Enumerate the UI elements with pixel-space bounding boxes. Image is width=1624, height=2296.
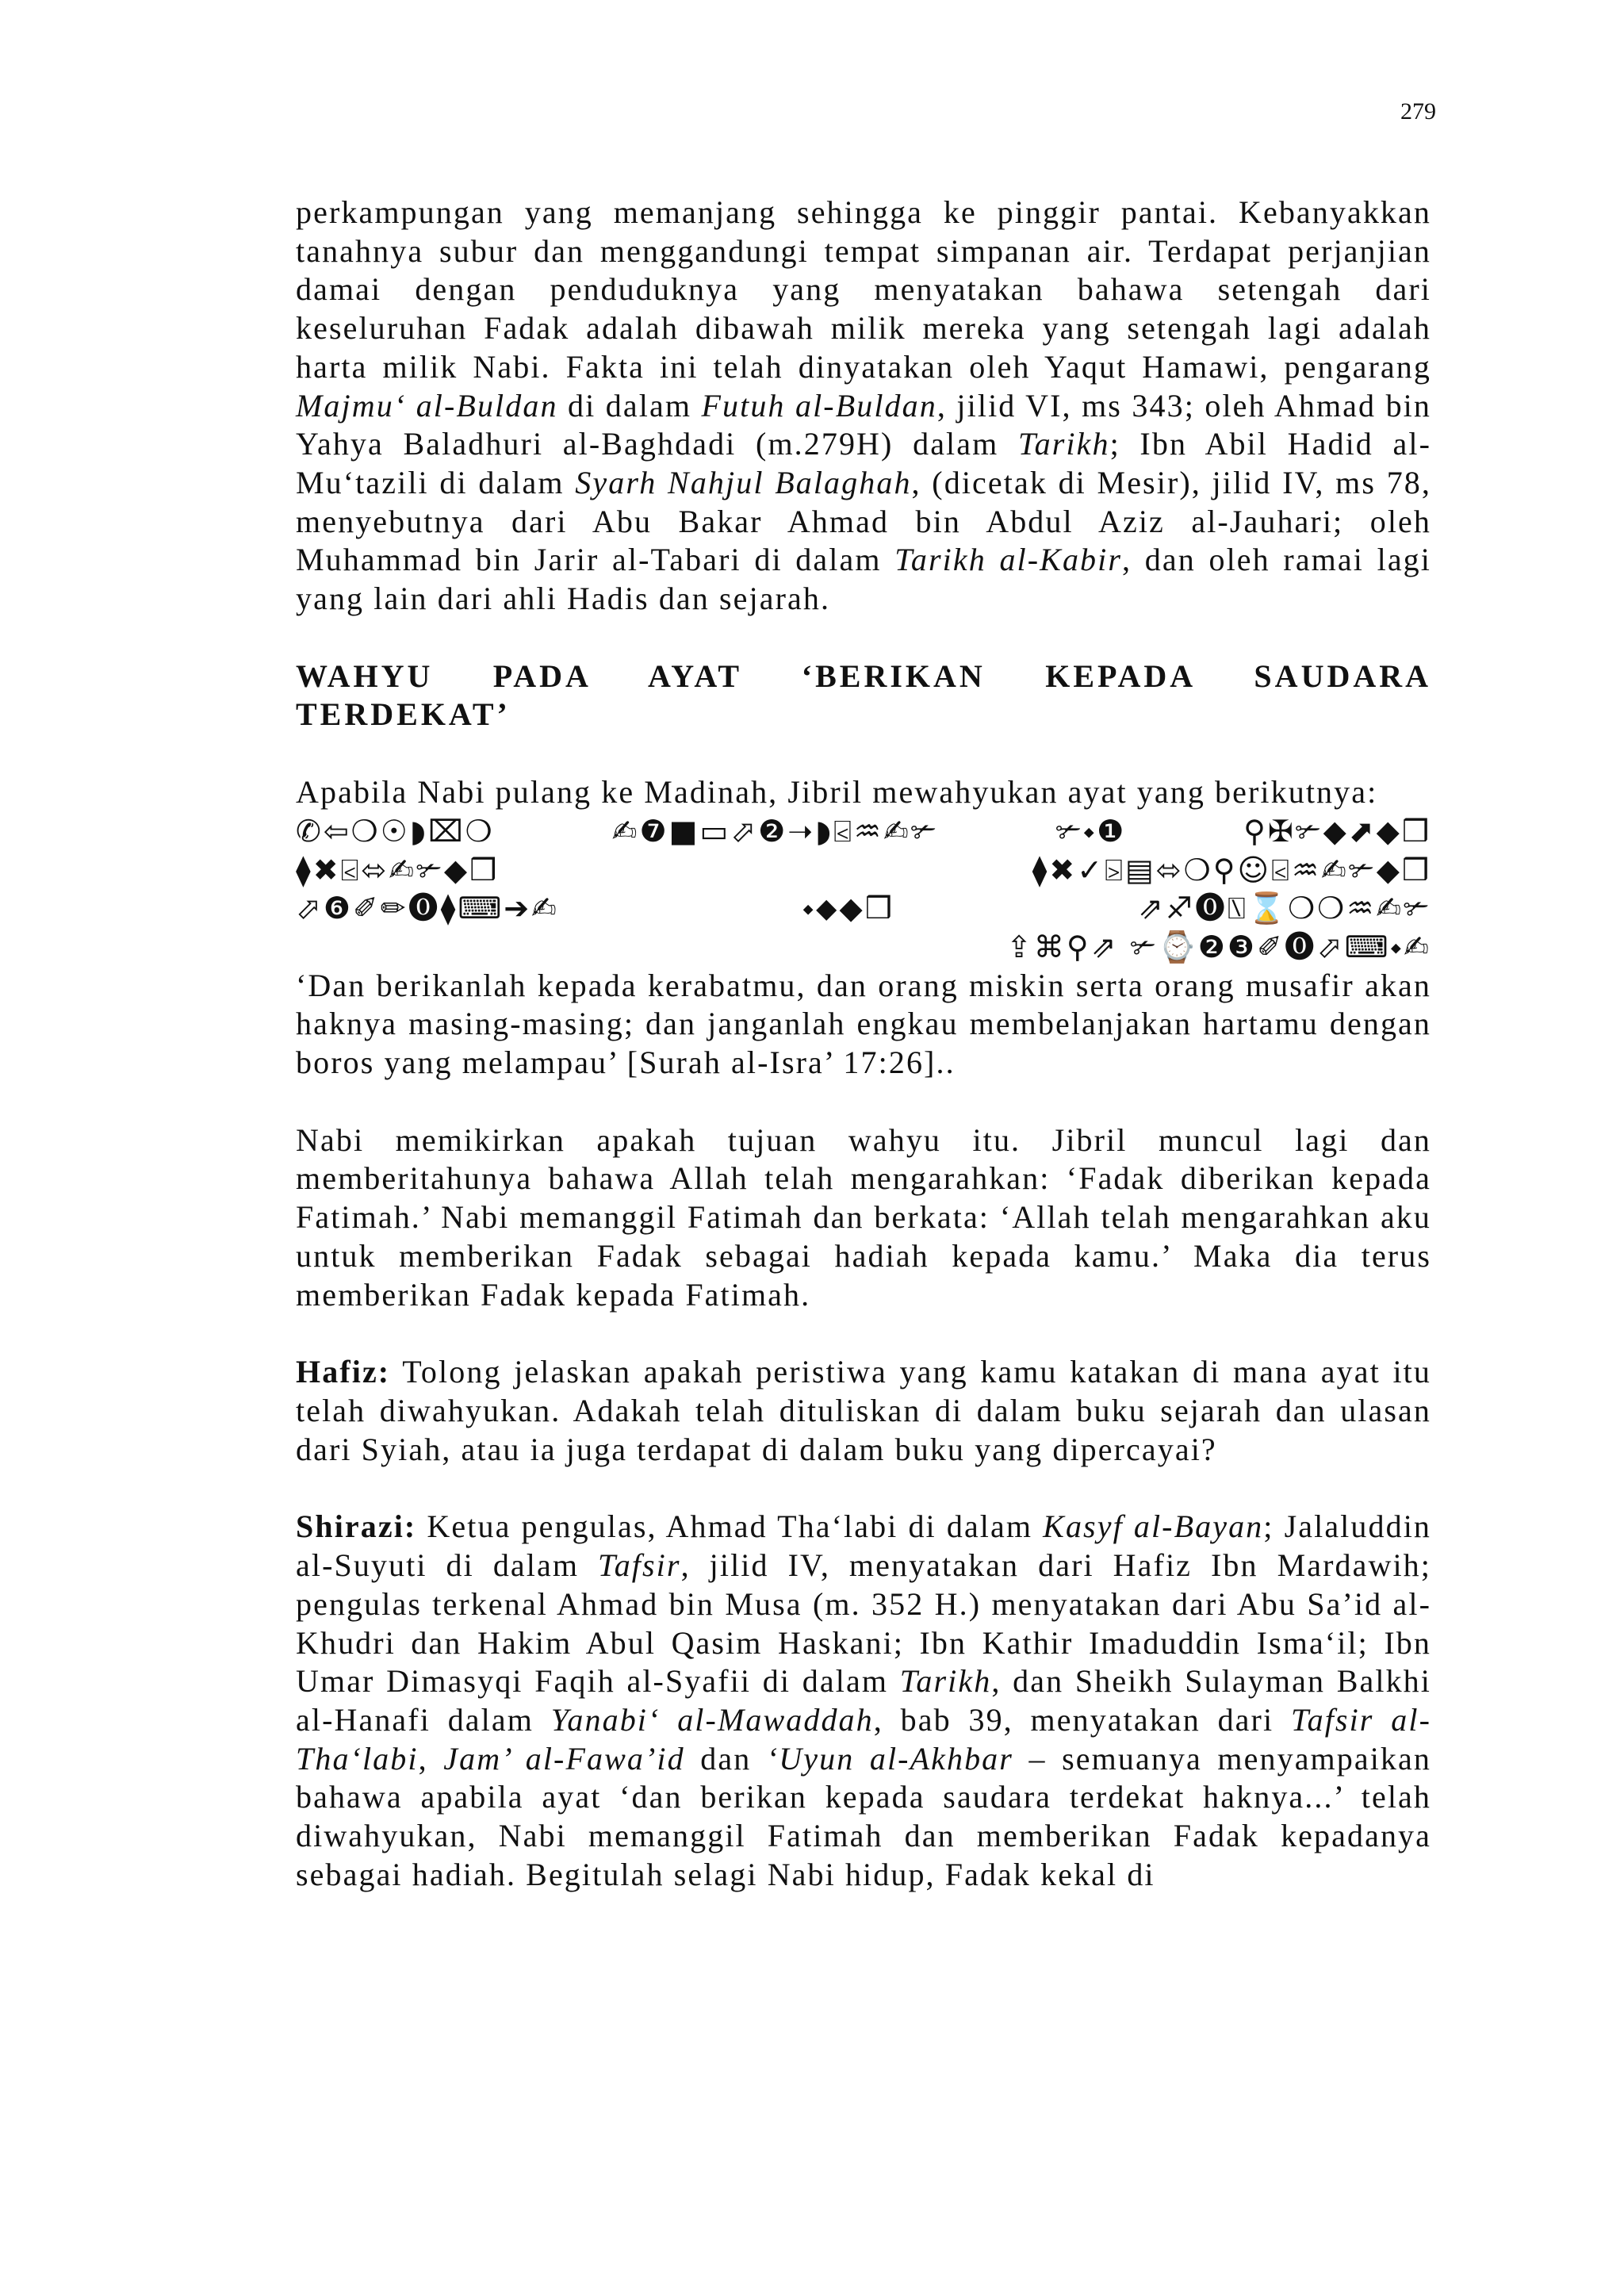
book-title: Tarikh [1017, 426, 1110, 462]
section-heading-line-1: WAHYU PADA AYAT ‘BERIKAN KEPADA SAUDARA [296, 657, 1431, 694]
text-run: ; Jalaluddin al-Suyuti di dalam [296, 1508, 1432, 1584]
book-title: Tarikh al-Kabir [894, 542, 1123, 578]
verse-translation: ‘Dan berikanlah kepada kerabatmu, dan orang miskin serta orang musafir akan haknya masing-masing; dan janganlah engkau membelanjakan hartamu dengan boros yang melampau’ [Surah al-Isra’ 17:26].. [296, 967, 1431, 1081]
text-run: , jilid VI, ms 343; oleh Ahmad bin Yahya Baladhuri al-Baghdadi (m.279H) dalam [296, 387, 1431, 462]
book-title: Jam’ al-Fawa’id [443, 1740, 685, 1777]
section-heading-line-2: TERDEKAT’ [296, 696, 511, 733]
book-title: Kasyf al-Bayan [1043, 1508, 1264, 1545]
glyph-word: ⬀❻✐✏⓿⧫⌨➔✍ [296, 891, 559, 926]
arabic-verse-glyphs [296, 812, 1431, 967]
glyph-row [296, 812, 1431, 851]
text-run: ; Ibn Abil Hadid al-Mu‘tazili di dalam [296, 426, 1431, 500]
text-run: di dalam [557, 387, 702, 424]
speaker-label: Hafiz: [296, 1354, 391, 1390]
dialogue-text: Tolong jelaskan apakah peristiwa yang kamu katakan di mana ayat itu telah diwahyukan. Adakah telah dituliskan di dalam buku sejarah dan ulasan dari Syiah, atau ia juga terdapat di dalam buku yang dipercayai? [296, 1354, 1431, 1467]
glyph-row [296, 851, 1431, 890]
book-title: Yanabi‘ al-Mawaddah [550, 1701, 874, 1738]
text-run: , [418, 1740, 444, 1777]
text-run: , dan Sheikh Sulayman Balkhi al-Hanafi dalam [296, 1663, 1431, 1738]
text-run: Ketua pengulas, Ahmad Tha‘labi di dalam [416, 1508, 1044, 1545]
glyph-word: ⇗♐⓿⍂⌛❍❍♒✍✃ [1138, 891, 1431, 926]
dialogue-shirazi [296, 1508, 1431, 1894]
section-heading [296, 657, 1431, 734]
glyph-word: ✆⇦❍☉◗⌧❍ [296, 813, 495, 849]
glyph-row [296, 889, 1431, 928]
book-title: Tarikh [899, 1663, 992, 1700]
book-title: Tafsir al-Tha‘labi [296, 1701, 1431, 1777]
book-title: Majmu‘ al-Buldan [296, 387, 558, 424]
book-title: Syarh Nahjul Balaghah [575, 464, 912, 500]
book-title: Tafsir [598, 1547, 681, 1584]
page-number: 279 [1400, 98, 1436, 125]
glyph-word: ⧫✖⍃⬄✍✃◆❒ [296, 852, 500, 887]
text-run: , bab 39, menyatakan dari [873, 1701, 1291, 1738]
paragraph-fadak-description [296, 194, 1431, 619]
text-run: , jilid IV, menyatakan dari Hafiz Ibn Mardawih; pengulas terkenal Ahmad bin Musa (m. 352 H.) menyatakan dari Abu Sa’id al-Khudri dan Hakim Abul Qasim Haskani; Ibn Kathir Imaduddin Isma‘il; Ibn Umar Dimasyqi Faqih al-Syafii di dalam [296, 1547, 1431, 1700]
text-run: , (dicetak di Mesir), jilid IV, ms 78, menyebutnya dari Abu Bakar Ahmad bin Abdul Aziz al-Jauhari; oleh Muhammad bin Jarir al-Tabari di dalam [296, 464, 1431, 578]
page-content [296, 194, 1431, 1894]
text-run: – semuanya menyampaikan bahawa apabila ayat ‘dan berikan kepada saudara terdekat haknya...’ telah diwahyukan, Nabi memanggil Fatimah dan memberikan Fadak kepadanya sebagai hadiah. Begitulah selagi Nabi hidup, Fadak kekal di [296, 1740, 1431, 1892]
speaker-label: Shirazi: [296, 1508, 417, 1545]
glyph-word: ✃⬩❶ [1055, 813, 1127, 849]
glyph-row [296, 928, 1431, 967]
glyph-word: ✍❼■▭⬀❷➝◗⍃♒✍✃ [611, 813, 939, 849]
glyph-word: ⬩⬥◆❒ [802, 891, 894, 926]
paragraph-revelation-intro: Apabila Nabi pulang ke Madinah, Jibril mewahyukan ayat yang berikutnya: [296, 774, 1378, 811]
text-run: perkampungan yang memanjang sehingga ke pinggir pantai. Kebanyakkan tanahnya subur dan menggandungi tempat simpanan air. Terdapat perjanjian damai dengan penduduknya yang menyatakan bahawa setengah dari keseluruhan Fadak adalah dibawah milik mereka yang setengah lagi adalah harta milik Nabi. Fakta ini telah dinyatakan oleh Yaqut Hamawi, pengarang [296, 194, 1431, 385]
text-run: , dan oleh ramai lagi yang lain dari ahli Hadis dan sejarah. [296, 542, 1431, 617]
glyph-word: ⚲✠✃◆⬈◆❒ [1243, 813, 1431, 849]
dialogue-hafiz [296, 1353, 1431, 1469]
glyph-word: ⧫✖✓⍄▤⬄❍⚲☺⍃♒✍✃◆❒ [1032, 852, 1431, 887]
paragraph-fadak-given: Nabi memikirkan apakah tujuan wahyu itu. Jibril muncul lagi dan memberitahunya bahawa Allah telah mengarahkan: ‘Fadak diberikan kepada Fatimah.’ Nabi memanggil Fatimah dan berkata: ‘Allah telah mengarahkan aku untuk memberikan Fadak sebagai hadiah kepada kamu.’ Maka dia terus memberikan Fadak kepada Fatimah. [296, 1121, 1431, 1313]
book-title: ‘Uyun al-Akhbar [766, 1740, 1013, 1777]
text-run: dan [684, 1740, 767, 1777]
book-title: Futuh al-Buldan [701, 387, 937, 424]
glyph-word: ⇪⌘⚲⇗ ✃⌚❷❸✐⓿⬀⌨⬩✍ [1006, 929, 1431, 964]
